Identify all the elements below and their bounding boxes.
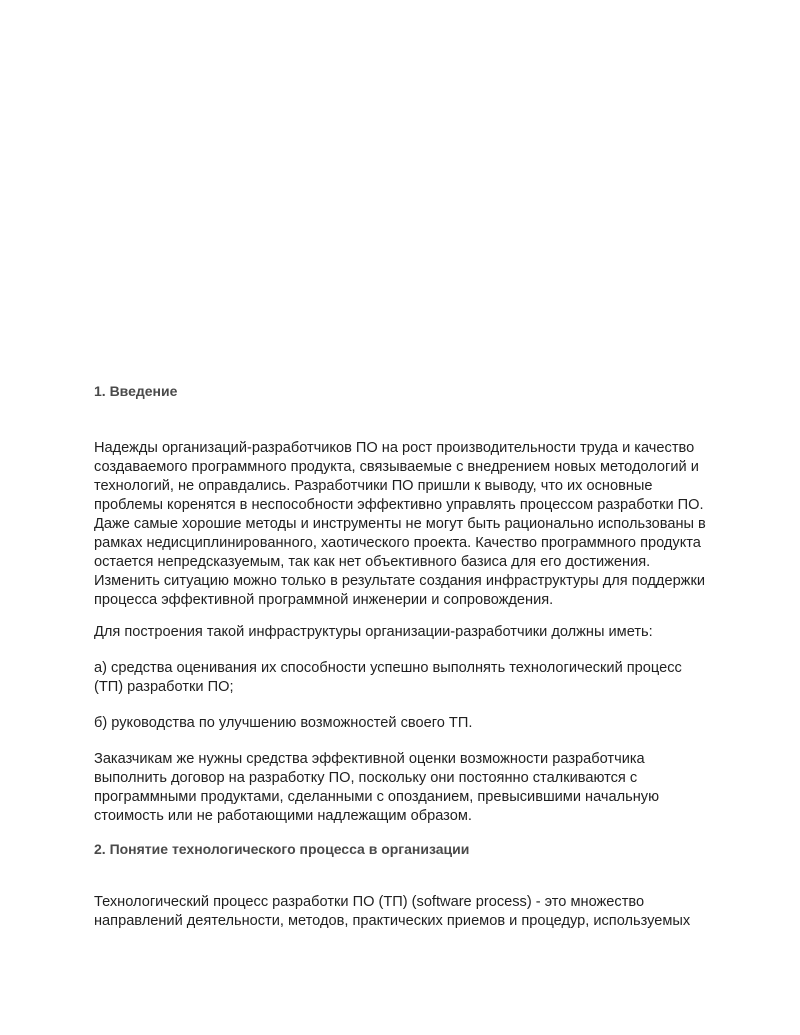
section-1-heading: 1. Введение [94,383,178,399]
section-1-paragraph-5: Заказчикам же нужны средства эффективной оценки возможности разработчика выполнить договор на разработку ПО, поскольку они постоянно сталкиваются с программными продуктами, сделанными с опозданием, превысившими начальную стоимость или не работающими надлежащим образом. [94,751,660,824]
section-1-paragraph-4: б) руководства по улучшению возможностей своего ТП. [94,715,473,731]
section-1-paragraph-3: а) средства оценивания их способности успешно выполнять технологический процесс (ТП) разработки ПО; [94,660,682,695]
section-1-paragraph-1: Надежды организаций-разработчиков ПО на рост производительности труда и качество создаваемого программного продукта, связываемые с внедрением новых методологий и технологий, не оправдались. Разработчики ПО пришли к выводу, что их основные проблемы коренятся в неспособности эффективно управлять процессом разработки ПО. Даже самые хорошие методы и инструменты не могут быть рационально использованы в рамках недисциплинированного, хаотического проекта. Качество программного продукта остается непредсказуемым, так как нет объективного базиса для его достижения. Изменить ситуацию можно только в результате создания инфраструктуры для поддержки процесса эффективной программной инженерии и сопровождения. [94,440,706,608]
section-1-paragraph-2: Для построения такой инфраструктуры организации-разработчики должны иметь: [94,624,653,640]
section-2-paragraph-1: Технологический процесс разработки ПО (ТП) (software process) - это множество направлений деятельности, методов, практических приемов и процедур, используемых [94,894,691,929]
section-2-heading: 2. Понятие технологического процесса в организации [94,841,470,857]
document-content [94,381,712,948]
